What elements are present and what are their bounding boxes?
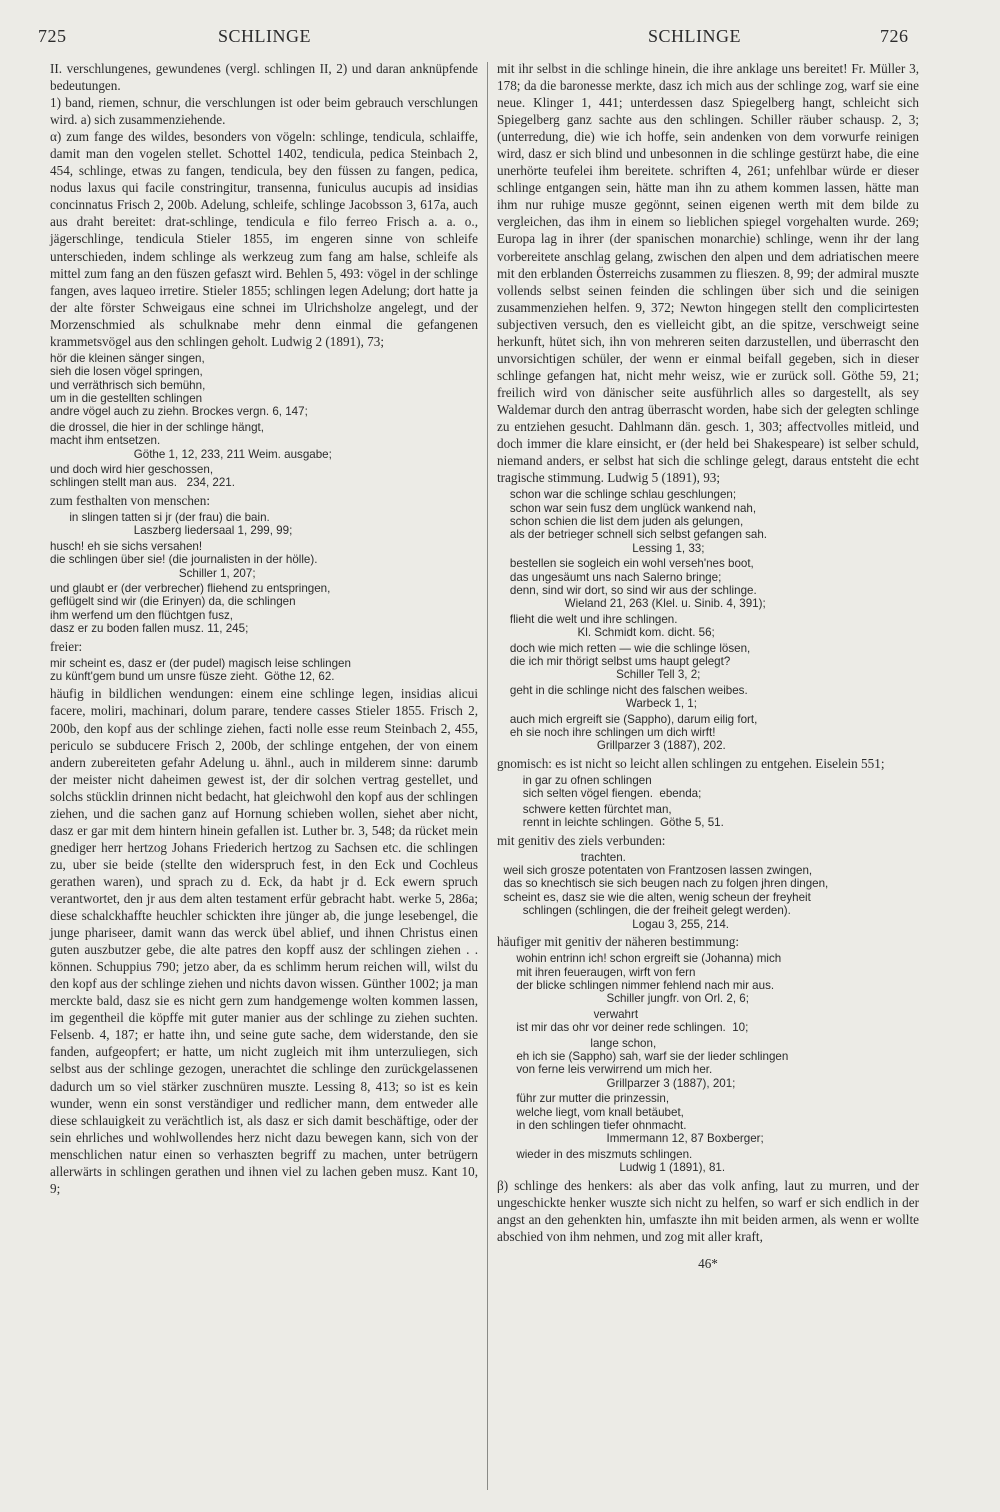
- verse-quotation: führ zur mutter die prinzessin, welche liegt, vom knall betäubet, in den schlingen tiefer ohnmacht. Immermann 12, 87 Boxberger;: [516, 1092, 764, 1146]
- verse-quotation: schwere ketten fürchtet man, rennt in leichte schlingen. Göthe 5, 51.: [522, 802, 724, 830]
- verse-quotation: auch mich ergreift sie (Sappho), darum eilig fort, eh sie noch ihre schlingen um dich wirft! Grillparzer 3 (1887), 202.: [509, 712, 758, 753]
- entry-paragraph: häufig in bildlichen wendungen: einem eine schlinge legen, insidias alicui facere, moliri, machinari, dolum parare, tendere casses Stieler 1855. Frisch 2, 200b, den kopf aus der schlinge ziehen, facti nolle esse reum Steinbach 2, 455, periculo se subducere Frisch 2, 200b, der schlinge entgehen, der von einem andern zubereiteten gefahr Adelung u. ähnl., auch in milderem sinne: darumb der meister nicht daheimen gewest ist, der dir solchen vertrag gestellet, und solchs stücklin drinnen nicht bedacht, hat gleichwohl den kopf aus der schlingen ziehen, und die sachen ganz auf Hornung schieben wollen, siehet aber nicht, dasz er gar mit dem hintern hinein gefallen ist. Luther br. 3, 548; da rücket mein gnediger herr hertzog Johans Friederich hertzog zu Sachsen etc. die schlingen zu, uber sie beide (stellte den widerspruch fest, in den Eck und Cochleus gerathen waren), und sprach zu d. Eck, da habt jr d. Eck ewern spruch verantwortet, den jr aus dem alten testament erfür gebracht habt. werke 5, 286a; diese schalckhaffte heuchler schickten ihre jünger ab, die junge lesebengel, die junge phariseer, damit wann das werck übel ablief, und ihnen Christus einen guten auszbutzer gebe, die alte patres den kopff ausz der schlingen ziehen . . können. Schuppius 790; jetzo aber, da es schlimm herum reichen will, wilst du den kopf aus der schlinge ziehen und nichts davon wissen. Günther 1002; ja man merckte bald, dasz sie es nicht gern zum handgemenge wolten kommen lassen, im gegentheil die köpffe mit guter manier aus der schlinge zu ziehen suchten. Felsenb. 4, 187; er hatte ihn, und seine gute sache, dem widerstande, den sie fanden, aufgeopfert; er hatte, um nicht zugleich mit ihm unterzuliegen, sich selbst aus der schlinge gezogen, unerachtet die schlinge den zurückgelassenen dadurch um so viel stärker zuschnüren muszte. Lessing 8, 413; so ist es kein wunder, wenn ein sonst verständiger und redlicher mann, dem entweder alle diese schlauigkeit zu verächtlich ist, als dasz er sich damit beschäftige, oder der sein ehrliches und wohlwollendes herz nicht dazu bewegen kann, sich von der menschlichen natur einen so verhaszten begriff zu machen, unter betrügern allerwärts in schlingen gerathen und ihnen viel zu lachen geben musz. Kant 10, 9;: [50, 686, 478, 1196]
- verse-quotation: wieder in des miszmuts schlingen. Ludwig 1 (1891), 81.: [516, 1147, 726, 1175]
- verse-quotation: hör die kleinen sänger singen, sieh die losen vögel springen, und verräthrisch sich bemühn, um in die gestellten schlingen andre vögel auch zu ziehn. Brockes vergn. 6, 147;: [50, 351, 308, 419]
- verse-quotation: und doch wird hier geschossen, schlingen stellt man aus. 234, 221.: [50, 463, 235, 490]
- verse-quotation: schon war die schlinge schlau geschlungen; schon war sein fusz dem unglück wankend nah, schon schien die list dem juden als gelungen, als der betrieger schnell sich selbst gefangen sah. Lessing 1, 33;: [509, 488, 768, 555]
- verse-quotation: bestellen sie sogleich ein wohl verseh'nes boot, das ungesäumt uns nach Salerno bringe; denn, sind wir dort, so sind wir aus der schlinge. Wieland 21, 263 (Klel. u. Sinib. 4, 391);: [509, 557, 766, 611]
- left-page-number: 725: [38, 26, 67, 46]
- entry-paragraph: α) zum fange des wildes, besonders von vögeln: schlinge, tendicula, schlaiffe, damit man den vogelen stellet. Schottel 1402, tendicula, pedica Steinbach 2, 454, schlinge, etwas zu fangen, tendicula, bey den füssen zu fangen, pedica, nodus laxus qui facile constringitur, transenna, funiculus aucupis ad insidias concinnatus Frisch 2, 200b. Adelung, schleife, schlinge Jacobsson 3, 617a, auch aus draht bereitet: drat-schlinge, tendicula e filo ferreo Frisch a. a. o., jägerschlinge, tendicula Stieler 1855, im engeren sinne von schleife unterschieden, indem schlinge als werkzeug zum fang am halse, schleife als mittel zum fang an den füszen gefaszt wird. Behlen 5, 493: vögel in der schlinge fangen, aves laqueo irretire. Stieler 1855; schlingen legen Adelung; dort hatte ja der alte förster Schweigaus eine schnei im Ulrichsholze angelegt, und der Morzenschmied als schulknabe mehr denn einmal die gefangenen krammetsvögel aus den schlingen geholt. Ludwig 2 (1891), 73;: [50, 129, 478, 349]
- right-page-number: 726: [880, 26, 909, 46]
- right-running-headword: SCHLINGE: [648, 26, 741, 46]
- entry-paragraph: zum festhalten von menschen:: [50, 492, 211, 508]
- entry-paragraph: mit genitiv des ziels verbunden:: [497, 832, 666, 848]
- verse-quotation: wohin entrinn ich! schon ergreift sie (Johanna) mich mit ihren feueraugen, wirft von fern der blicke schlingen nimmer fehlend nach mir aus. Schiller jungfr. von Orl. 2, 6;: [516, 952, 782, 1006]
- verse-quotation: geht in die schlinge nicht des falschen weibes. Warbeck 1, 1;: [509, 683, 748, 711]
- entry-paragraph: gnomisch: es ist nicht so leicht allen schlingen zu entgehen. Eiselein 551;: [497, 755, 885, 771]
- right-column: [497, 60, 919, 1272]
- verse-quotation: verwahrt ist mir das ohr vor deiner rede schlingen. 10;: [516, 1007, 749, 1035]
- entry-paragraph: freier:: [50, 638, 83, 654]
- verse-quotation: husch! eh sie sichs versahen! die schlingen über sie! (die journalisten in der hölle). Schiller 1, 207;: [50, 539, 318, 580]
- entry-paragraph: häufiger mit genitiv der näheren bestimmung:: [497, 934, 740, 950]
- verse-quotation: und glaubt er (der verbrecher) fliehend zu entspringen, geflügelt sind wir (die Erinyen) da, die schlingen ihm werfend um den flüchtgen fusz, dasz er zu boden fallen musz. 11, 245;: [50, 581, 331, 636]
- verse-quotation: in gar zu ofnen schlingen sich selten vögel fiengen. ebenda;: [522, 773, 702, 801]
- entry-paragraph: β) schlinge des henkers: als aber das volk anfing, laut zu murren, und der ungeschickte henker wuszte sich nicht zu helfen, so warf er sich endlich in der angst an den gehenkten hin, umfaszte ihn mit beiden armen, als wenn er wollte abschied von ihm nehmen, und zog mit aller kraft,: [497, 1177, 919, 1244]
- verse-quotation: mir scheint es, dasz er (der pudel) magisch leise schlingen zu künft'gem bund um unsre füsze zieht. Göthe 12, 62.: [50, 656, 351, 684]
- left-column: [50, 60, 478, 1197]
- entry-paragraph: II. verschlungenes, gewundenes (vergl. schlingen II, 2) und daran anknüpfende bedeutungen.: [50, 61, 478, 94]
- left-running-headword: SCHLINGE: [218, 26, 311, 46]
- verse-quotation: lange schon, eh ich sie (Sappho) sah, warf sie der lieder schlingen von ferne leis verwirrend um mich her. Grillparzer 3 (1887), 201;: [516, 1036, 789, 1090]
- signature-mark: 46*: [698, 1255, 718, 1271]
- verse-quotation: in slingen tatten si jr (der frau) die bain. Laszberg liedersaal 1, 299, 99;: [69, 510, 293, 538]
- column-divider: [487, 62, 488, 1490]
- entry-paragraph: 1) band, riemen, schnur, die verschlungen ist oder beim gebrauch verschlungen wird. a) sich zusammenziehende.: [50, 95, 478, 128]
- entry-paragraph: mit ihr selbst in die schlinge hinein, die ihre anklage uns bereitet! Fr. Müller 3, 178; da die baronesse merkte, dasz ich mich aus der schlinge zog, warf sie eine neue. Klinger 1, 441; unterdessen dasz Spiegelberg hangt, schleicht sich Spiegelberg ganz sachte aus den schlingen. Schiller räuber schausp. 2, 3; (unterredung, die) wie ich hoffe, sein andenken von dem vorwurfe reinigen wird, dasz er sich blind und unbesonnen in die schlinge gestürzt habe, die eine unerhörte teufelei ihm bereitete. schriften 4, 261; unfehlbar würde er dieser schlinge entgangen sein, hätte man ihn zu athem kommen lassen, hätte man ihm nur ruhige musze gegönnt, seinen eigenen werth mit dem bilde zu vergleichen, das ihm in einem so lieblichen spiegel vorgehalten wurde. 269; Europa lag in ihrer (der spanischen monarchie) schlinge, wenn ihr der lang vorbereitete anschlag gelang, zwischen den alpen und dem adriatischen meere mit den erblanden Österreichs zusammen zu flieszen. 8, 99; der admiral muszte vollends selbst seinen feinden die schlingen über sich und die seinigen zusammenziehen helfen. 9, 372; Newton hingegen stellt den complicirtesten subjectiven versuch, den es vielleicht gibt, an die spitze, verschweigt seine herkunft, hütet sich, ihn von mehreren seiten darzustellen, und überrascht den unvorsichtigen schüler, der wenn er einmal beifall gegeben, sich in dieser schlinge gefangen hat, nicht mehr weisz, wie er zurück soll. Göthe 59, 21; freilich wird von dänischer seite ausführlich alles so dargestellt, als sey Waldemar durch den antrag überrascht worden, habe sich der gelegten schlinge zu entziehen gesucht. Dahlmann dän. gesch. 1, 303; affectvolles mitleid, und doch immer die klare einsicht, er (der held bei Shakespeare) ist selber schuld, niemand anders, er selbst hat sich die schlinge gelegt, daraus entsteht die echt tragische stimmung. Ludwig 5 (1891), 93;: [497, 61, 919, 486]
- verse-quotation: die drossel, die hier in der schlinge hängt, macht ihm entsetzen. Göthe 1, 12, 233, 211 Weim. ausgabe;: [50, 420, 332, 461]
- verse-quotation: doch wie mich retten — wie die schlinge lösen, die ich mir thörigt selbst ums haupt gelegt? Schiller Tell 3, 2;: [509, 641, 751, 682]
- verse-quotation: flieht die welt und ihre schlingen. Kl. Schmidt kom. dicht. 56;: [509, 612, 715, 640]
- verse-quotation: trachten. weil sich grosze potentaten von Frantzosen lassen zwingen, das so knechtisch sie sich beugen nach zu folgen jhren dingen, scheint es, dasz sie wie die alten, wenig scheun der freyheit schlingen (schlingen, die der freiheit gelegt werden). Logau 3, 255, 214.: [503, 850, 829, 931]
